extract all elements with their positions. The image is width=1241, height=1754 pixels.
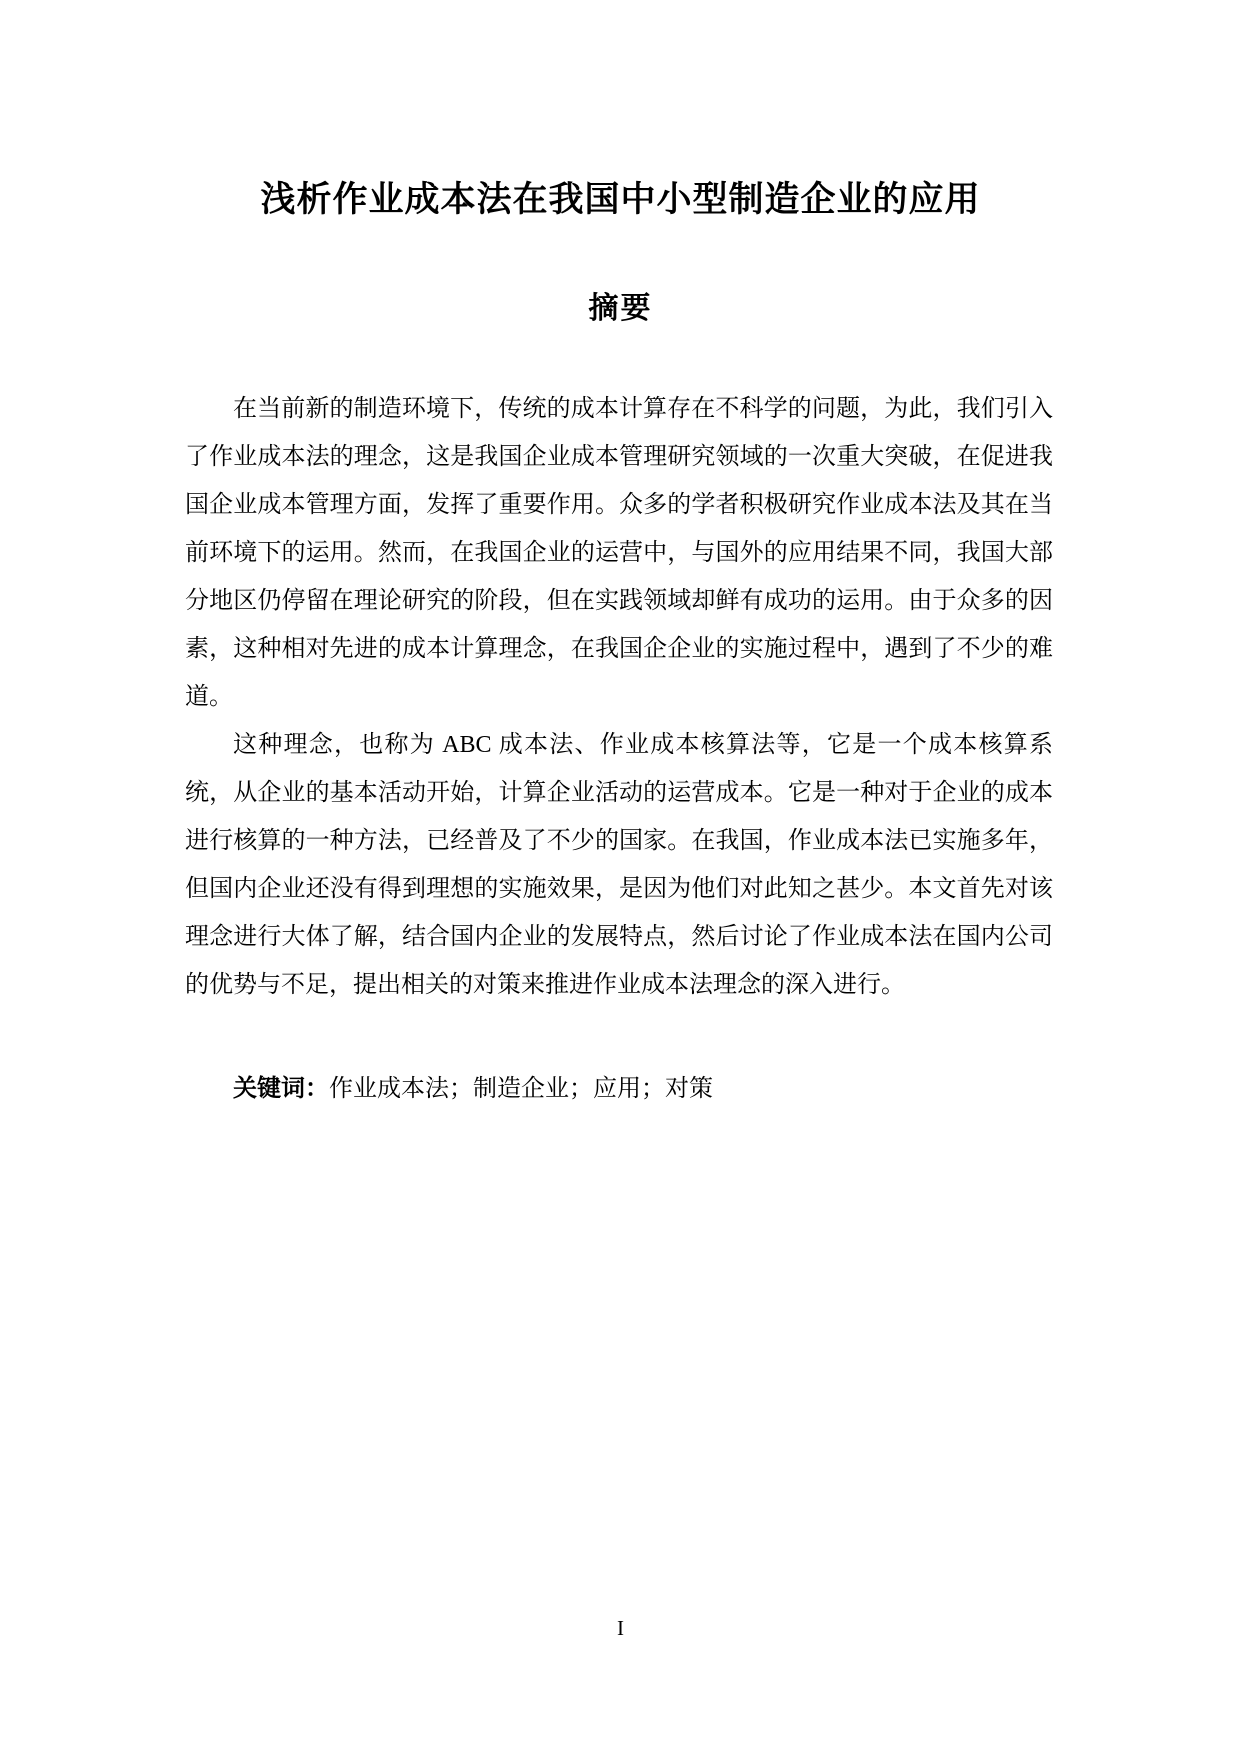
abstract-body [185, 385, 1053, 1113]
keywords-label: 关键词： [233, 1075, 329, 1102]
keywords-text: 作业成本法；制造企业；应用；对策 [329, 1076, 713, 1102]
abstract-paragraph-2: 这种理念，也称为 ABC 成本法、作业成本核算法等，它是一个成本核算系统，从企业的基本活动开始，计算企业活动的运营成本。它是一种对于企业的成本进行核算的一种方法，已经普及了不少的国家。在我国，作业成本法已实施多年，但国内企业还没有得到理想的实施效果，是因为他们对此知之甚少。本文首先对该理念进行大体了解，结合国内企业的发展特点，然后讨论了作业成本法在国内公司的优势与不足，提出相关的对策来推进作业成本法理念的深入进行。 [185, 732, 1053, 998]
page-number: I [617, 1616, 624, 1640]
abstract-paragraph-1: 在当前新的制造环境下，传统的成本计算存在不科学的问题，为此，我们引入了作业成本法的理念，这是我国企业成本管理研究领域的一次重大突破，在促进我国企业成本管理方面，发挥了重要作用。众多的学者积极研究作业成本法及其在当前环境下的运用。然而，在我国企业的运营中，与国外的应用结果不同，我国大部分地区仍停留在理论研究的阶段，但在实践领域却鲜有成功的运用。由于众多的因素，这种相对先进的成本计算理念，在我国企企业的实施过程中，遇到了不少的难道。 [185, 396, 1053, 710]
keywords-line [185, 1065, 1053, 1113]
document-title: 浅析作业成本法在我国中小型制造企业的应用 [260, 180, 981, 219]
abstract-heading: 摘要 [588, 292, 653, 325]
